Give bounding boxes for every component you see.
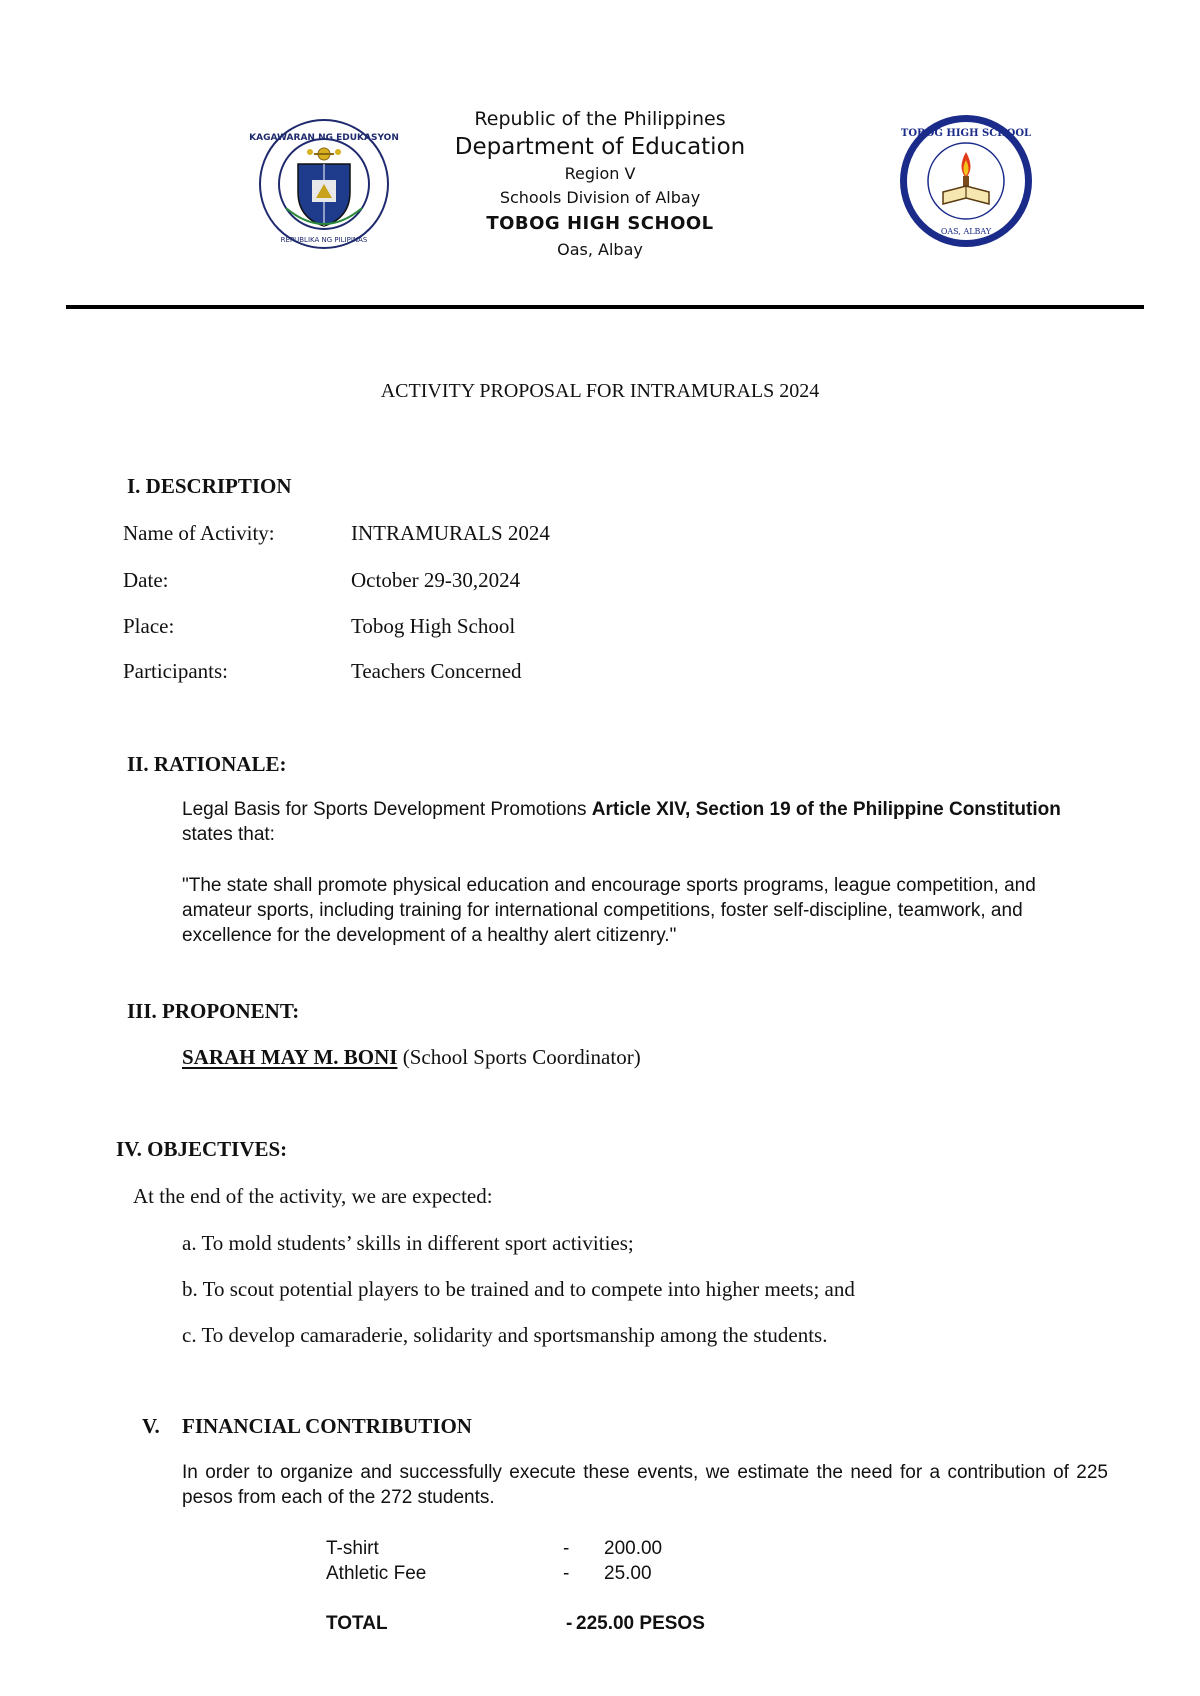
total-label: TOTAL [326,1613,388,1634]
row-label: Date: [123,568,169,592]
svg-text:OAS, ALBAY: OAS, ALBAY [940,227,992,236]
svg-text:REPUBLIKA NG PILIPINAS: REPUBLIKA NG PILIPINAS [280,236,368,244]
header-divider [66,305,1144,309]
school-name: TOBOG HIGH SCHOOL [486,213,714,234]
rationale-intro-text: Legal Basis for Sports Development Promotions [182,799,592,820]
objectives-heading: IV. OBJECTIVES: [116,1137,288,1161]
objectives-intro: At the end of the activity, we are expected: [133,1184,493,1208]
objective-item: a. To mold students’ skills in different sport activities; [182,1231,634,1255]
objective-item: b. To scout potential players to be trained and to compete into higher meets; and [182,1277,855,1301]
rationale-intro [182,797,1082,847]
document-title: ACTIVITY PROPOSAL FOR INTRAMURALS 2024 [380,380,820,402]
rationale-legal-basis: Article XIV, Section 19 of the Philippine Constitution [591,799,1061,820]
school-seal-icon [897,112,1035,250]
department-line: Department of Education [454,134,746,160]
row-label: Name of Activity: [123,521,275,545]
item-label: Athletic Fee [326,1563,427,1584]
row-label: Place: [123,614,175,638]
school-seal [897,112,1035,250]
financial-item-row [326,1563,826,1587]
deped-seal-icon [249,118,399,250]
division-line: Schools Division of Albay [499,188,701,207]
row-value: Teachers Concerned [351,659,522,683]
objective-item: c. To develop camaraderie, solidarity and sportsmanship among the students. [182,1323,828,1347]
proponent-line [182,1045,641,1070]
proponent-heading: III. PROPONENT: [127,999,300,1023]
deped-seal [249,118,399,250]
svg-text:KAGAWARAN NG EDUKASYON: KAGAWARAN NG EDUKASYON [249,133,399,143]
description-row-participants [123,659,923,685]
row-value: October 29-30,2024 [351,568,521,592]
rationale-quote: "The state shall promote physical education and encourage sports programs, league competition, and amateur sports, including training for international competitions, foster self-discipline, teamwork, and excellence for the development of a healthy alert citizenry." [182,875,1036,946]
school-location: Oas, Albay [557,240,643,259]
country-line: Republic of the Philippines [474,108,726,130]
rationale-heading: II. RATIONALE: [127,752,287,776]
financial-item-row [326,1538,826,1562]
item-amount: 25.00 [604,1563,652,1584]
financial-heading: FINANCIAL CONTRIBUTION [182,1414,472,1438]
financial-paragraph: In order to organize and successfully execute these events, we estimate the need for a contribution of 225 pesos from each of the 272 students. [182,1462,1108,1508]
region-line: Region V [564,164,636,183]
row-value: INTRAMURALS 2024 [351,521,550,545]
svg-text:TOBOG HIGH SCHOOL: TOBOG HIGH SCHOOL [900,128,1032,139]
proponent-role: (School Sports Coordinator) [397,1045,641,1069]
total-amount: 225.00 PESOS [576,1613,705,1634]
proponent-name: SARAH MAY M. BONI [182,1045,398,1069]
total-dash: - [566,1613,573,1634]
item-amount: 200.00 [604,1538,663,1559]
description-heading: I. DESCRIPTION [127,474,292,498]
row-label: Participants: [123,659,228,683]
financial-total-row [326,1613,826,1637]
description-row-place [123,614,923,640]
letterhead [400,106,800,262]
description-row-date [123,568,923,594]
financial-heading-number: V. [142,1414,160,1438]
row-value: Tobog High School [351,614,516,638]
description-row-activity [123,521,923,547]
item-label: T-shirt [326,1538,379,1559]
item-dash: - [563,1563,570,1584]
item-dash: - [563,1538,570,1559]
rationale-intro-end: states that: [182,824,275,845]
